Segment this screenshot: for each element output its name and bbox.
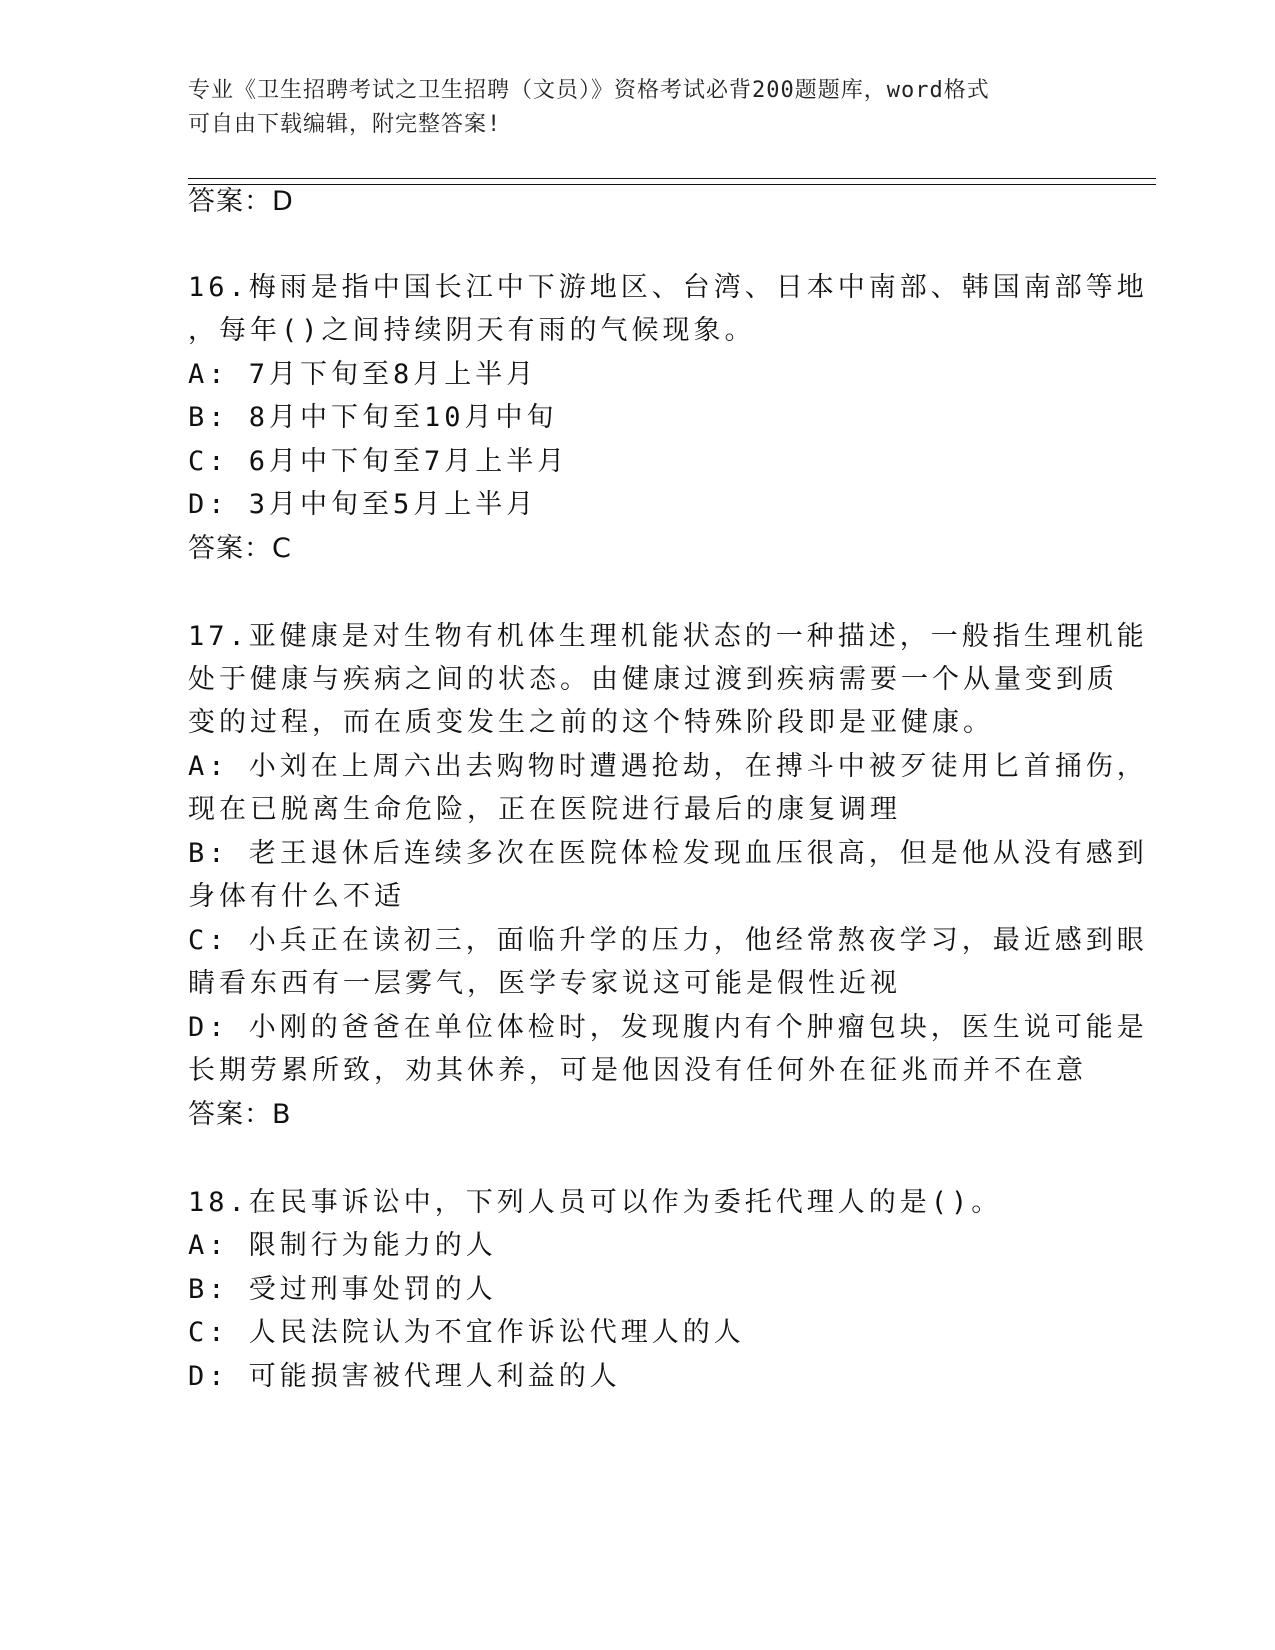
q17-option-d-line-2: 长期劳累所致，劝其休养，可是他因没有任何外在征兆而并不在意 — [188, 1055, 1087, 1086]
q16-answer: 答案：C — [188, 533, 292, 564]
q18-option-c: C: 人民法院认为不宜作诉讼代理人的人 — [188, 1317, 745, 1348]
q17-option-b-line-2: 身体有什么不适 — [188, 881, 405, 912]
q18-option-a: A: 限制行为能力的人 — [188, 1230, 497, 1261]
q17-option-d-line-1: D: 小刚的爸爸在单位体检时，发现腹内有个肿瘤包块，医生说可能是 — [188, 1012, 1148, 1043]
q17-option-a-line-1: A: 小刘在上周六出去购物时遭遇抢劫，在搏斗中被歹徒用匕首捅伤， — [188, 751, 1148, 782]
q17-stem-line-2: 处于健康与疾病之间的状态。由健康过渡到疾病需要一个从量变到质 — [188, 664, 1118, 695]
header-divider-bottom — [188, 184, 1156, 185]
q17-option-c-line-1: C: 小兵正在读初三，面临升学的压力，他经常熬夜学习，最近感到眼 — [188, 925, 1148, 956]
q16-option-a: A: 7月下旬至8月上半月 — [188, 359, 538, 390]
document-header — [188, 74, 1088, 142]
q18-option-d: D: 可能损害被代理人利益的人 — [188, 1361, 621, 1392]
q17-stem-line-1: 17.亚健康是对生物有机体生理机能状态的一种描述，一般指生理机能 — [188, 621, 1148, 652]
q16-option-d: D: 3月中旬至5月上半月 — [188, 489, 538, 520]
q17-answer: 答案：B — [188, 1099, 292, 1130]
header-line-2: 可自由下载编辑，附完整答案! — [188, 112, 502, 137]
answer-15: 答案：D — [188, 186, 294, 217]
q16-stem-line-1: 16.梅雨是指中国长江中下游地区、台湾、日本中南部、韩国南部等地 — [188, 272, 1148, 303]
q16-option-b: B: 8月中下旬至10月中旬 — [188, 402, 558, 433]
q16-stem-line-2: ，每年()之间持续阴天有雨的气候现象。 — [188, 315, 756, 346]
q18-option-b: B: 受过刑事处罚的人 — [188, 1274, 497, 1305]
q17-option-c-line-2: 睛看东西有一层雾气，医学专家说这可能是假性近视 — [188, 968, 901, 999]
q16-option-c: C: 6月中下旬至7月上半月 — [188, 446, 569, 477]
q17-stem-line-3: 变的过程，而在质变发生之前的这个特殊阶段即是亚健康。 — [188, 707, 994, 738]
q18-stem-line-1: 18.在民事诉讼中，下列人员可以作为委托代理人的是()。 — [188, 1187, 1003, 1218]
q17-option-b-line-1: B: 老王退休后连续多次在医院体检发现血压很高，但是他从没有感到 — [188, 838, 1148, 869]
header-line-1: 专业《卫生招聘考试之卫生招聘（文员）》资格考试必背200题题库，word格式 — [188, 78, 990, 103]
header-divider-top — [188, 178, 1156, 179]
q17-option-a-line-2: 现在已脱离生命危险，正在医院进行最后的康复调理 — [188, 794, 901, 825]
